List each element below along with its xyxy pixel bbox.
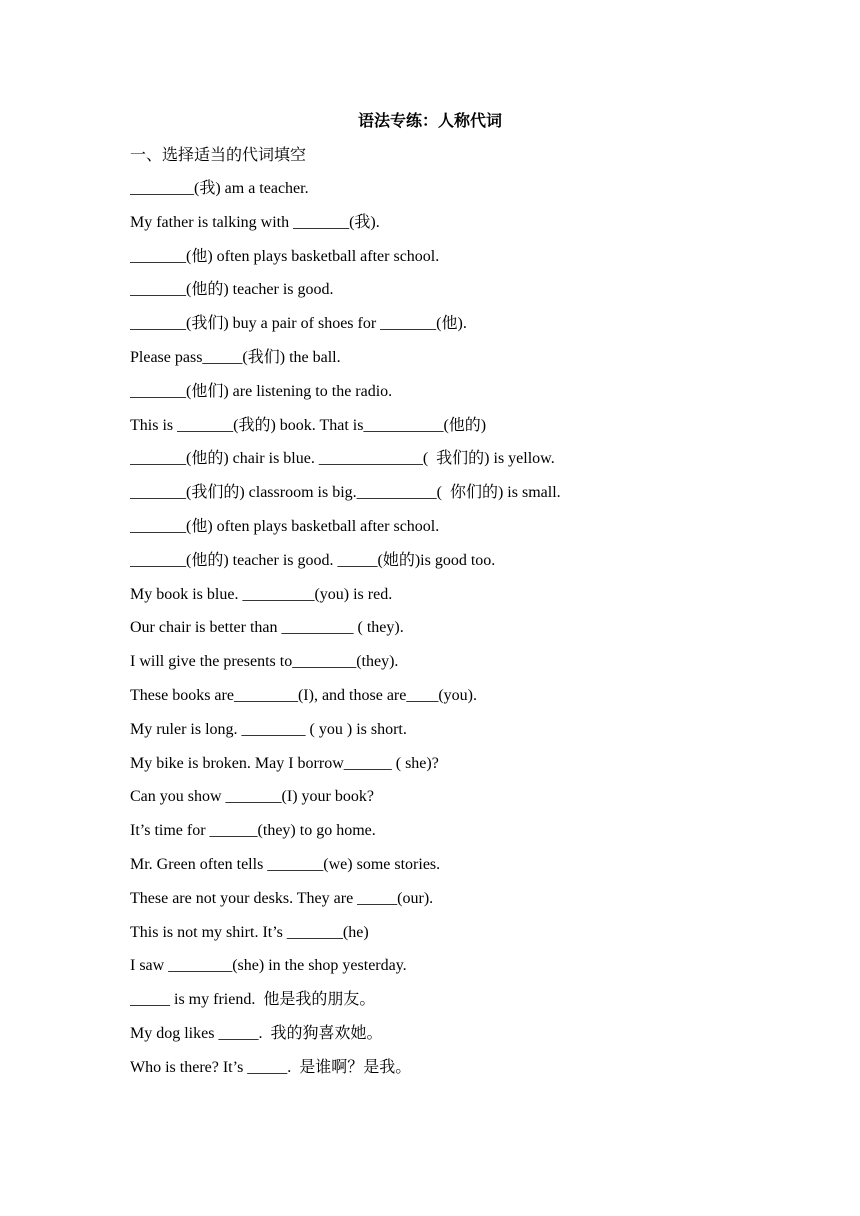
- question-item: _______(他的) chair is blue. _____________( 我们的) is yellow.: [130, 450, 555, 468]
- question-item: Who is there? It’s _____. 是谁啊？是我。: [130, 1058, 412, 1076]
- question-item: My bike is broken. May I borrow______ ( she)?: [130, 754, 439, 772]
- question-item: _______(我们) buy a pair of shoes for _______(他).: [130, 315, 467, 333]
- section-heading: 一、选择适当的代词填空: [130, 145, 307, 164]
- question-item: This is _______(我的) book. That is__________(他的): [130, 416, 487, 434]
- question-item: _______(他们) are listening to the radio.: [130, 382, 393, 400]
- question-item: These books are________(I), and those are____(you).: [130, 686, 478, 704]
- question-item: These are not your desks. They are _____(our).: [130, 889, 434, 907]
- question-item: My book is blue. _________(you) is red.: [130, 585, 393, 603]
- question-item: _____ is my friend. 他是我的朋友。: [130, 991, 376, 1009]
- question-item: My father is talking with _______(我).: [130, 213, 380, 231]
- question-item: My ruler is long. ________ ( you ) is short.: [130, 720, 407, 738]
- question-item: My dog likes _____. 我的狗喜欢她。: [130, 1024, 383, 1042]
- question-item: Our chair is better than _________ ( they).: [130, 619, 404, 637]
- question-item: This is not my shirt. It’s _______(he): [130, 923, 369, 941]
- question-item: Can you show _______(I) your book?: [130, 788, 374, 806]
- question-item: _______(他的) teacher is good.: [130, 281, 334, 299]
- question-item: Mr. Green often tells _______(we) some stories.: [130, 855, 441, 873]
- question-item: _______(他的) teacher is good. _____(她的)is good too.: [130, 551, 496, 569]
- question-list: [130, 178, 750, 1091]
- question-item: _______(他) often plays basketball after school.: [130, 247, 440, 265]
- worksheet-title: 语法专练：人称代词: [357, 111, 502, 130]
- question-item: _______(我们的) classroom is big.__________( 你们的) is small.: [130, 484, 561, 502]
- question-item: ________(我) am a teacher.: [130, 180, 309, 197]
- question-item: _______(他) often plays basketball after school.: [130, 517, 440, 535]
- question-item: I saw ________(she) in the shop yesterday.: [130, 957, 407, 975]
- question-item: I will give the presents to________(they).: [130, 653, 399, 671]
- question-item: It’s time for ______(they) to go home.: [130, 822, 376, 840]
- question-item: Please pass_____(我们) the ball.: [130, 348, 341, 366]
